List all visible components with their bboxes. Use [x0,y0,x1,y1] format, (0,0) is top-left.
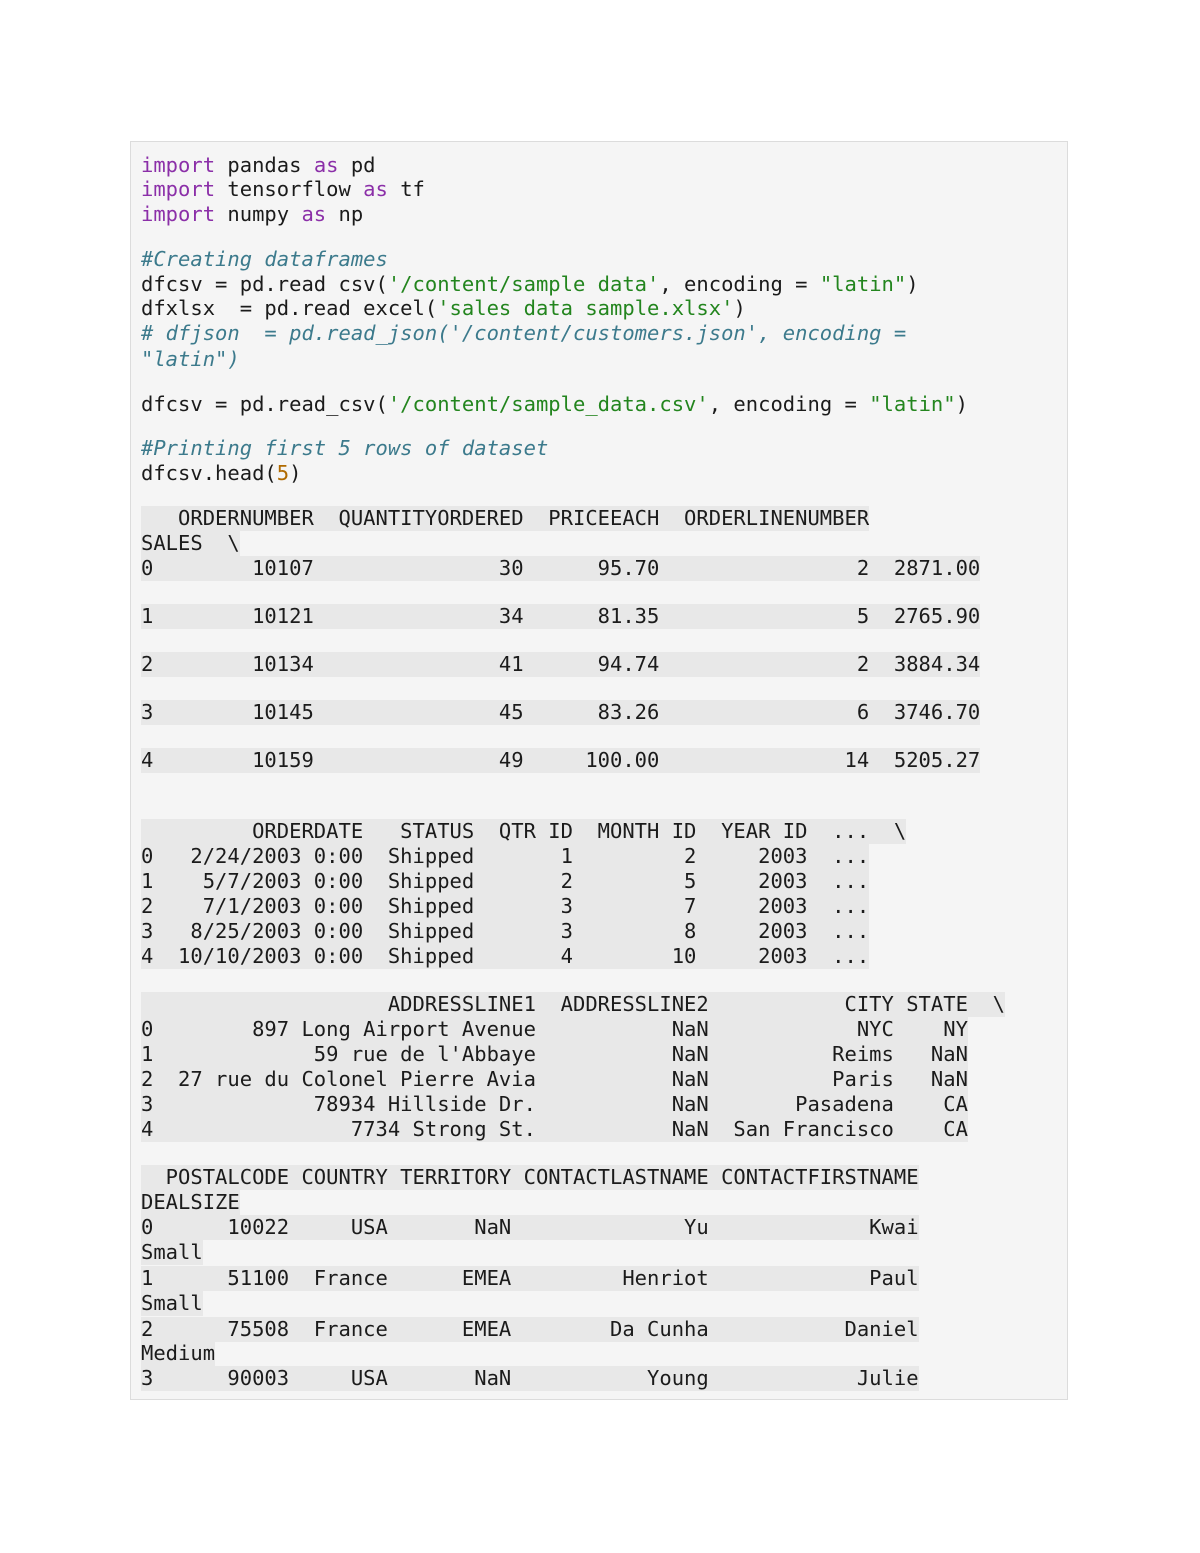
output-row: 4 10/10/2003 0:00 Shipped 4 10 2003 ... [141,944,870,968]
code-text: dfcsv = pd.read_csv( [141,392,388,416]
code-line-head [141,461,301,486]
code-line-import-pandas [141,153,376,178]
keyword: import [141,202,216,226]
code-text: tf [387,177,425,201]
output-row: 1 59 rue de l'Abbaye NaN Reims NaN [141,1042,968,1066]
code-text: np [326,202,364,226]
output-row: Small [141,1291,203,1315]
code-text: dfcsv = pd.read csv( [141,272,388,296]
code-text: , encoding = [659,272,820,296]
output-row: 0 2/24/2003 0:00 Shipped 1 2 2003 ... [141,844,870,868]
output-row: 4 10159 49 100.00 14 5205.27 [141,748,981,772]
code-text: numpy [215,202,302,226]
code-text: ) [733,296,746,320]
output-header: ORDERNUMBER QUANTITYORDERED PRICEEACH ORDERLINENUMBER [141,506,870,530]
code-text: ) [289,461,302,485]
output-row: 3 90003 USA NaN Young Julie [141,1366,919,1390]
code-text: ) [955,392,968,416]
output-row: Medium [141,1341,216,1365]
code-comment-json-2: "latin") [141,347,240,371]
string-literal: "latin" [869,392,956,416]
code-text: dfxlsx = pd.read excel( [141,296,438,320]
keyword: import [141,153,216,177]
output-row: 1 5/7/2003 0:00 Shipped 2 5 2003 ... [141,869,870,893]
code-text: pandas [215,153,314,177]
code-text: tensorflow [215,177,364,201]
code-comment-printing: #Printing first 5 rows of dataset [141,436,549,460]
code-text: dfcsv.head( [141,461,277,485]
output-header: SALES \ [141,531,240,555]
string-literal: "latin" [819,272,907,296]
output-row: 2 7/1/2003 0:00 Shipped 3 7 2003 ... [141,894,870,918]
output-row: 1 10121 34 81.35 5 2765.90 [141,604,981,628]
output-header: DEALSIZE [141,1190,240,1214]
string-literal: '/content/sample data' [387,272,660,296]
keyword: as [301,202,327,226]
code-text: ) [906,272,919,296]
keyword: as [313,153,339,177]
output-row: 0 10107 30 95.70 2 2871.00 [141,556,981,580]
code-text: pd [338,153,376,177]
code-line-read-csv-2 [141,392,968,417]
output-row: 4 7734 Strong St. NaN San Francisco CA [141,1117,968,1141]
keyword: as [363,177,388,201]
number-literal: 5 [276,461,290,485]
output-header: ORDERDATE STATUS QTR ID MONTH ID YEAR ID ... \ [141,819,907,843]
output-row: 1 51100 France EMEA Henriot Paul [141,1266,919,1290]
code-line-import-tensorflow [141,177,425,202]
string-literal: '/content/sample_data.csv' [387,392,709,416]
output-row: 0 10022 USA NaN Yu Kwai [141,1215,919,1239]
output-row: 2 75508 France EMEA Da Cunha Daniel [141,1317,919,1341]
output-row: 3 10145 45 83.26 6 3746.70 [141,700,981,724]
output-row: 3 78934 Hillside Dr. NaN Pasadena CA [141,1092,968,1116]
code-text: , encoding = [708,392,870,416]
output-row: 2 10134 41 94.74 2 3884.34 [141,652,981,676]
code-comment-creating: #Creating dataframes [141,247,388,271]
output-header: ADDRESSLINE1 ADDRESSLINE2 CITY STATE \ [141,992,1005,1016]
output-row: Small [141,1240,203,1264]
code-line-read-csv-1 [141,272,919,297]
keyword: import [141,177,216,201]
output-row: 2 27 rue du Colonel Pierre Avia NaN Paris NaN [141,1067,968,1091]
output-row: 0 897 Long Airport Avenue NaN NYC NY [141,1017,968,1041]
output-row: 3 8/25/2003 0:00 Shipped 3 8 2003 ... [141,919,870,943]
code-comment-json-1: # dfjson = pd.read_json('/content/customers.json', encoding = [141,321,907,345]
output-header: POSTALCODE COUNTRY TERRITORY CONTACTLASTNAME CONTACTFIRSTNAME [141,1165,919,1189]
string-literal: 'sales data sample.xlsx' [437,296,734,320]
code-line-read-excel [141,296,746,321]
code-line-import-numpy [141,202,363,227]
